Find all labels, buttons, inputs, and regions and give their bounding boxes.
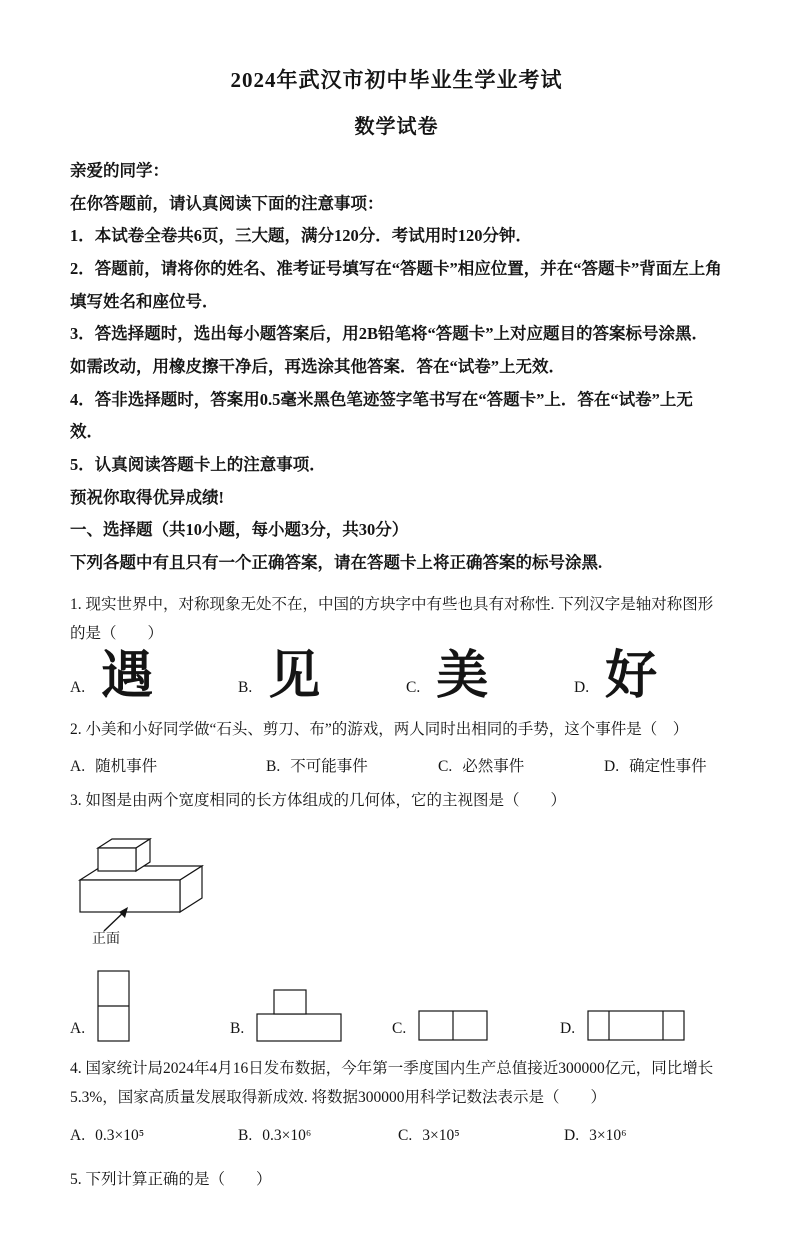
notice-item-3: 3．答选择题时，选出每小题答案后，用2B铅笔将“答题卡”上对应题目的答案标号涂黑．如需改动，用橡皮擦干净后，再选涂其他答案．答在“试卷”上无效． bbox=[70, 324, 709, 376]
option-label: A. bbox=[70, 1019, 86, 1037]
option-label: C. bbox=[398, 1126, 413, 1144]
option-label: A. bbox=[70, 679, 86, 696]
question-1-option-a bbox=[70, 650, 238, 705]
question-4 bbox=[70, 1054, 723, 1145]
option-value: 3×10⁵ bbox=[422, 1126, 460, 1144]
question-3-text: 3. 如图是由两个宽度相同的长方体组成的几何体，它的主视图是（ ） bbox=[70, 792, 567, 810]
option-label: A. bbox=[70, 1126, 86, 1144]
question-4-option-d bbox=[564, 1127, 723, 1145]
question-4-text: 4. 国家统计局2024年4月16日发布数据，今年第一季度国内生产总值接近300000亿元，同比增长5.3%，国家高质量发展取得新成效. 将数据300000用科学记数法表示是（ ） bbox=[70, 1059, 714, 1107]
question-3-options bbox=[70, 968, 723, 1044]
question-1-option-c bbox=[406, 650, 574, 705]
option-label: B. bbox=[266, 758, 281, 776]
question-4-option-b bbox=[238, 1127, 398, 1145]
preface bbox=[70, 155, 723, 514]
question-2-option-d bbox=[604, 754, 723, 776]
option-label: B. bbox=[230, 1019, 245, 1037]
question-4-option-a bbox=[70, 1127, 238, 1145]
question-3-option-d bbox=[560, 1008, 689, 1044]
question-2-text: 2. 小美和小好同学做“石头、剪刀、布”的游戏，两人同时出相同的手势，这个事件是（ ） bbox=[70, 721, 689, 738]
front-face-label: 正面 bbox=[92, 931, 120, 947]
option-value: 0.3×10⁵ bbox=[95, 1126, 145, 1144]
option-label: D. bbox=[574, 679, 590, 696]
option-character: 见 bbox=[268, 648, 321, 706]
option-label: D. bbox=[604, 758, 620, 776]
question-2-options bbox=[70, 754, 723, 776]
question-1-options bbox=[70, 650, 723, 705]
question-3-solid-figure bbox=[70, 828, 260, 946]
question-1-text: 1. 现实世界中，对称现象无处不在，中国的方块字中有些也具有对称性. 下列汉字是轴对称图形的是（ ） bbox=[70, 595, 714, 642]
question-5 bbox=[70, 1165, 723, 1194]
wish-line: 预祝你取得优异成绩! bbox=[70, 487, 224, 507]
exam-title: 2024年武汉市初中毕业生学业考试 bbox=[230, 68, 563, 92]
greeting: 亲爱的同学： bbox=[70, 161, 169, 180]
question-3-option-c bbox=[392, 1008, 560, 1044]
option-character: 美 bbox=[436, 648, 489, 706]
option-value: 3×10⁶ bbox=[589, 1126, 627, 1144]
question-4-options bbox=[70, 1127, 723, 1145]
option-character: 好 bbox=[605, 648, 658, 706]
option-label: B. bbox=[238, 679, 253, 696]
notice-item-4: 4．答非选择题时，答案用0.5毫米黑色笔迹签字笔书写在“答题卡”上．答在“试卷”上无效． bbox=[70, 389, 693, 442]
option-label: C. bbox=[392, 1019, 407, 1037]
front-view-c-figure bbox=[416, 1008, 492, 1044]
question-2-option-a bbox=[70, 754, 266, 776]
option-label: D. bbox=[564, 1126, 580, 1144]
notice-item-1: 1．本试卷全卷共6页，三大题，满分120分．考试用时120分钟． bbox=[70, 226, 532, 246]
option-label: C. bbox=[406, 679, 421, 696]
exam-subtitle: 数学试卷 bbox=[354, 116, 439, 138]
option-value: 不可能事件 bbox=[290, 758, 368, 776]
question-2 bbox=[70, 715, 723, 776]
option-value: 0.3×10⁶ bbox=[262, 1126, 312, 1144]
front-view-d-figure bbox=[585, 1008, 689, 1044]
question-3-option-a bbox=[70, 968, 230, 1044]
question-2-option-c bbox=[438, 754, 604, 776]
intro-line: 在你答题前，请认真阅读下面的注意事项： bbox=[70, 193, 384, 213]
question-5-text: 5. 下列计算正确的是（ ） bbox=[70, 1170, 272, 1188]
option-label: B. bbox=[238, 1126, 253, 1144]
option-character: 遇 bbox=[101, 648, 154, 706]
option-label: A. bbox=[70, 758, 86, 776]
question-1-option-b bbox=[238, 650, 406, 705]
option-value: 确定性事件 bbox=[629, 758, 707, 776]
section-choice bbox=[70, 514, 723, 579]
question-3 bbox=[70, 786, 723, 1043]
notice-item-5: 5．认真阅读答题卡上的注意事项． bbox=[70, 454, 326, 474]
question-3-option-b bbox=[230, 986, 392, 1044]
option-label: D. bbox=[560, 1019, 576, 1037]
question-2-option-b bbox=[266, 754, 438, 776]
section-heading: 一、选择题（共10小题，每小题3分，共30分） bbox=[70, 520, 409, 540]
question-4-option-c bbox=[398, 1127, 564, 1145]
front-view-b-figure bbox=[254, 986, 346, 1044]
notice-item-2: 2．答题前，请将你的姓名、准考证号填写在“答题卡”相应位置，并在“答题卡”背面左上角填写姓名和座位号． bbox=[70, 258, 722, 311]
front-view-a-figure bbox=[95, 968, 135, 1044]
option-value: 随机事件 bbox=[95, 758, 158, 776]
question-1 bbox=[70, 590, 723, 705]
question-1-option-d bbox=[574, 650, 723, 705]
section-instruction: 下列各题中有且只有一个正确答案，请在答题卡上将正确答案的标号涂黑. bbox=[70, 552, 603, 572]
option-label: C. bbox=[438, 758, 453, 776]
option-value: 必然事件 bbox=[462, 758, 525, 776]
